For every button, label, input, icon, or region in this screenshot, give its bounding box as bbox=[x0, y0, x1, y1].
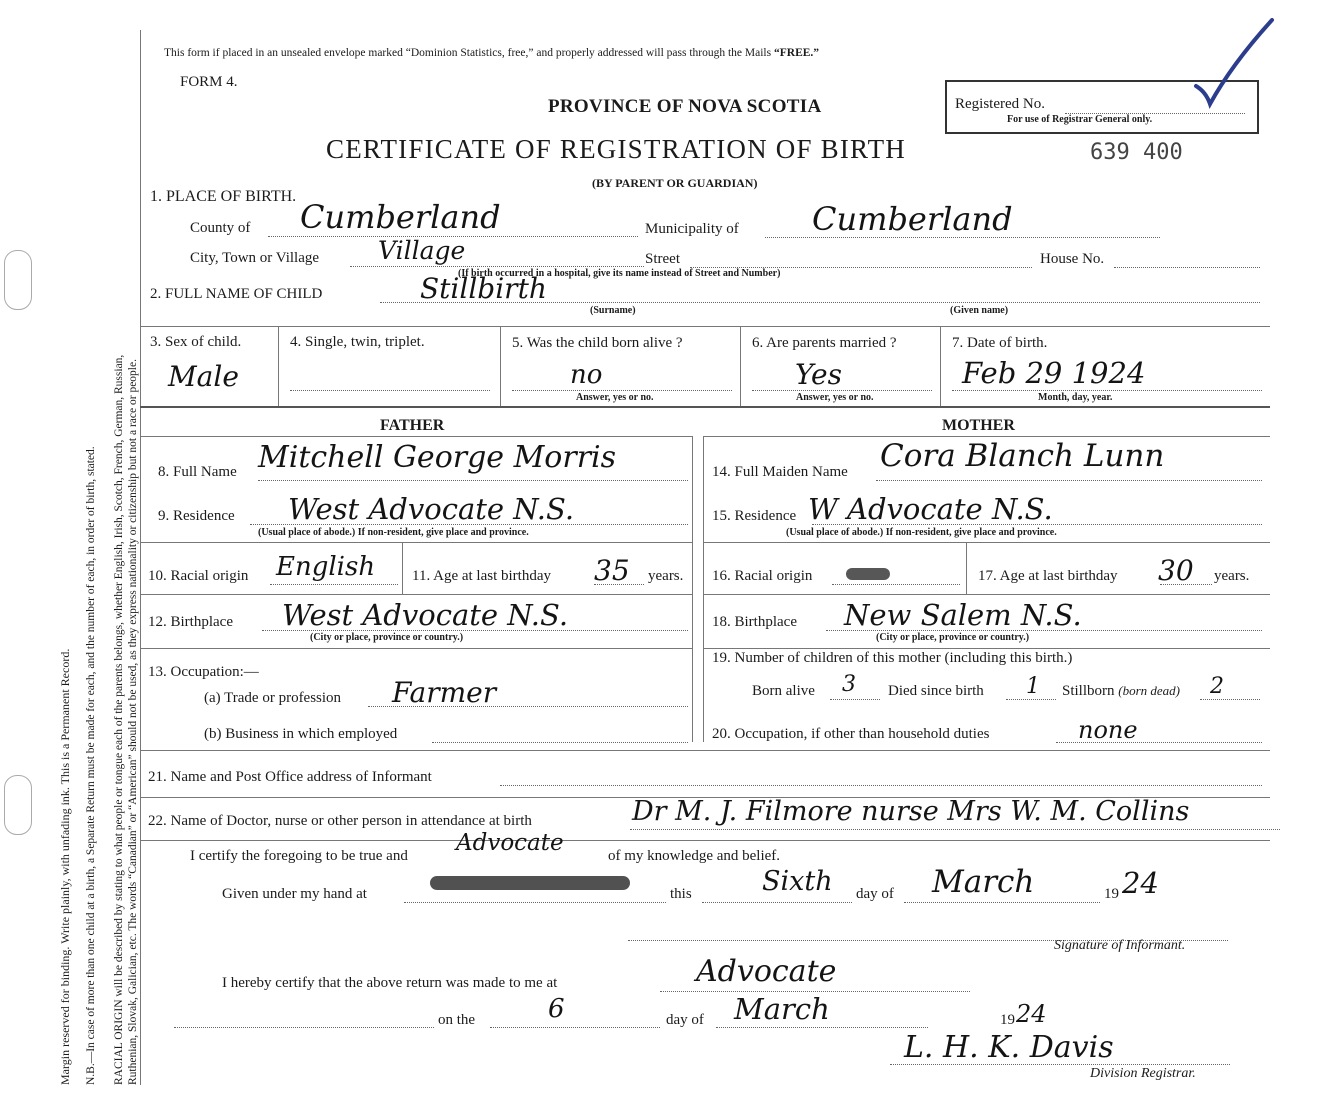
given-place-strike bbox=[430, 876, 630, 890]
trade-value: Farmer bbox=[392, 676, 497, 709]
certify-line-end: of my knowledge and belief. bbox=[608, 848, 781, 864]
informant-label: 21. Name and Post Office address of Informant bbox=[148, 769, 432, 785]
father-name-value: Mitchell George Morris bbox=[258, 440, 617, 475]
died-value: 1 bbox=[1026, 674, 1040, 699]
occupation-label: 13. Occupation:— bbox=[148, 664, 259, 680]
stillborn-label: Stillborn (born dead) bbox=[1062, 683, 1181, 699]
punch-hole-top bbox=[4, 250, 32, 310]
mother-racial-strike bbox=[846, 568, 890, 580]
street-label: Street bbox=[645, 251, 680, 267]
father-age-value: 35 bbox=[594, 554, 630, 587]
city-value: Village bbox=[378, 236, 466, 265]
mother-residence-label: 15. Residence bbox=[712, 508, 797, 524]
alive-label: 5. Was the child born alive ? bbox=[512, 335, 683, 351]
plurality-label: 4. Single, twin, triplet. bbox=[290, 334, 425, 350]
margin-note-2: N.B.—In case of more than one child at a birth, a Separate Return must be made for each, and the number of each, in order of birth, stated. bbox=[85, 446, 97, 1085]
form-number: FORM 4. bbox=[180, 74, 238, 90]
father-birthplace-value: West Advocate N.S. bbox=[282, 598, 569, 632]
year-prefix: 19 bbox=[1104, 886, 1119, 902]
mother-heading: MOTHER bbox=[942, 417, 1015, 434]
mother-residence-note: (Usual place of abode.) If non-resident, give place and province. bbox=[786, 527, 1057, 538]
mother-age-label: 17. Age at last birthday bbox=[978, 568, 1118, 584]
county-value: Cumberland bbox=[300, 198, 501, 236]
certificate-number: 639 400 bbox=[1090, 140, 1183, 165]
registrar-year-prefix: 19 bbox=[1000, 1012, 1015, 1028]
registrar-use-note: For use of Registrar General only. bbox=[1007, 114, 1153, 125]
mother-age-value: 30 bbox=[1158, 554, 1194, 587]
mother-name-label: 14. Full Maiden Name bbox=[712, 464, 848, 480]
checkmark-icon bbox=[1188, 14, 1278, 110]
municipality-label: Municipality of bbox=[645, 221, 739, 237]
punch-hole-bottom bbox=[4, 775, 32, 835]
dob-value: Feb 29 1924 bbox=[962, 356, 1146, 390]
form-left-border bbox=[140, 30, 141, 1085]
registrar-day-of: day of bbox=[666, 1012, 704, 1028]
dob-label: 7. Date of birth. bbox=[952, 335, 1048, 351]
father-residence-value: West Advocate N.S. bbox=[288, 492, 575, 526]
year-value: 24 bbox=[1122, 866, 1159, 900]
hospital-note: (If birth occurred in a hospital, give its name instead of Street and Number) bbox=[458, 268, 781, 279]
mother-racial-label: 16. Racial origin bbox=[712, 568, 813, 584]
this-label: this bbox=[670, 886, 692, 902]
stillborn-value: 2 bbox=[1210, 674, 1224, 699]
day-value: Sixth bbox=[762, 866, 833, 897]
mother-occupation-label: 20. Occupation, if other than household duties bbox=[712, 726, 990, 742]
married-value: Yes bbox=[795, 358, 842, 391]
mother-years: years. bbox=[1214, 568, 1250, 584]
father-age-label: 11. Age at last birthday bbox=[412, 568, 551, 584]
child-name-label: 2. FULL NAME OF CHILD bbox=[150, 286, 323, 302]
place-heading: 1. PLACE OF BIRTH. bbox=[150, 188, 297, 205]
father-racial-label: 10. Racial origin bbox=[148, 568, 249, 584]
registrar-place: Advocate bbox=[696, 954, 837, 989]
father-residence-label: 9. Residence bbox=[158, 508, 235, 524]
registrar-day: 6 bbox=[548, 994, 565, 1024]
registered-label: Registered No. bbox=[955, 96, 1045, 112]
given-label: Given under my hand at bbox=[222, 886, 367, 902]
month-value: March bbox=[932, 864, 1035, 900]
certificate-title: CERTIFICATE OF REGISTRATION OF BIRTH bbox=[326, 134, 906, 164]
province-heading: PROVINCE OF NOVA SCOTIA bbox=[548, 96, 822, 117]
surname-note: (Surname) bbox=[590, 305, 636, 316]
father-birthplace-label: 12. Birthplace bbox=[148, 614, 233, 630]
father-birthplace-note: (City or place, province or country.) bbox=[310, 632, 464, 643]
child-name-value: Stillbirth bbox=[420, 272, 547, 305]
mother-name-value: Cora Blanch Lunn bbox=[880, 438, 1165, 474]
mother-occupation-value: none bbox=[1078, 716, 1138, 744]
alive-answer-note: Answer, yes or no. bbox=[576, 392, 654, 403]
signature-informant: Signature of Informant. bbox=[1054, 938, 1186, 953]
registrar-year: 24 bbox=[1016, 1000, 1047, 1028]
given-name-note: (Given name) bbox=[950, 305, 1009, 316]
father-heading: FATHER bbox=[380, 417, 445, 434]
married-answer-note: Answer, yes or no. bbox=[796, 392, 874, 403]
registrar-month: March bbox=[734, 992, 830, 1026]
doctor-value: Dr M. J. Filmore nurse Mrs W. M. Collins bbox=[632, 796, 1190, 827]
mother-residence-value: W Advocate N.S. bbox=[808, 492, 1053, 526]
city-label: City, Town or Village bbox=[190, 250, 320, 266]
mother-birthplace-value: New Salem N.S. bbox=[844, 598, 1082, 632]
born-alive-label: Born alive bbox=[752, 683, 815, 699]
certify-correction: Advocate bbox=[456, 830, 564, 856]
margin-note-4: Ruthenian, Slovak, Galician, etc. The words “Canadian” or “American” should not be used, as they express nationality or citizenship but not a race or people. bbox=[127, 359, 139, 1085]
mother-birthplace-note: (City or place, province or country.) bbox=[876, 632, 1030, 643]
sex-label: 3. Sex of child. bbox=[150, 334, 242, 350]
on-the-label: on the bbox=[438, 1012, 476, 1028]
division-registrar: Division Registrar. bbox=[1090, 1066, 1196, 1081]
house-label: House No. bbox=[1040, 251, 1105, 267]
mail-note: This form if placed in an unsealed envelope marked “Dominion Statistics, free,” and properly addressed will pass through the Mails “FREE.” bbox=[164, 47, 820, 59]
trade-label: (a) Trade or profession bbox=[204, 690, 342, 706]
day-of-label: day of bbox=[856, 886, 894, 902]
married-label: 6. Are parents married ? bbox=[752, 335, 897, 351]
dob-note: Month, day, year. bbox=[1038, 392, 1113, 403]
sex-value: Male bbox=[168, 360, 239, 393]
father-residence-note: (Usual place of abode.) If non-resident, give place and province. bbox=[258, 527, 529, 538]
mother-birthplace-label: 18. Birthplace bbox=[712, 614, 797, 630]
certify-line-start: I certify the foregoing to be true and bbox=[190, 848, 408, 864]
margin-note-1: Margin reserved for binding. Write plainly, with unfading ink. This is a Permanent Record. bbox=[58, 648, 72, 1085]
registrar-signature: L. H. K. Davis bbox=[904, 1030, 1114, 1065]
children-label: 19. Number of children of this mother (including this birth.) bbox=[712, 650, 1073, 666]
died-label: Died since birth bbox=[888, 683, 984, 699]
certificate-subtitle: (BY PARENT OR GUARDIAN) bbox=[592, 176, 758, 190]
father-racial-value: English bbox=[276, 552, 376, 582]
county-label: County of bbox=[190, 220, 251, 236]
doctor-label: 22. Name of Doctor, nurse or other person in attendance at birth bbox=[148, 813, 532, 829]
margin-note-3: RACIAL ORIGIN will be described by stating to what people or tongue each of the parents belongs, whether English, Irish, Scotch, French, German, Russian, bbox=[113, 354, 125, 1085]
father-name-label: 8. Full Name bbox=[158, 464, 237, 480]
municipality-value: Cumberland bbox=[812, 200, 1013, 238]
alive-value: no bbox=[570, 360, 603, 390]
registrar-line: I hereby certify that the above return was made to me at bbox=[222, 975, 558, 991]
father-years: years. bbox=[648, 568, 684, 584]
born-alive-value: 3 bbox=[842, 672, 856, 697]
business-label: (b) Business in which employed bbox=[204, 726, 398, 742]
